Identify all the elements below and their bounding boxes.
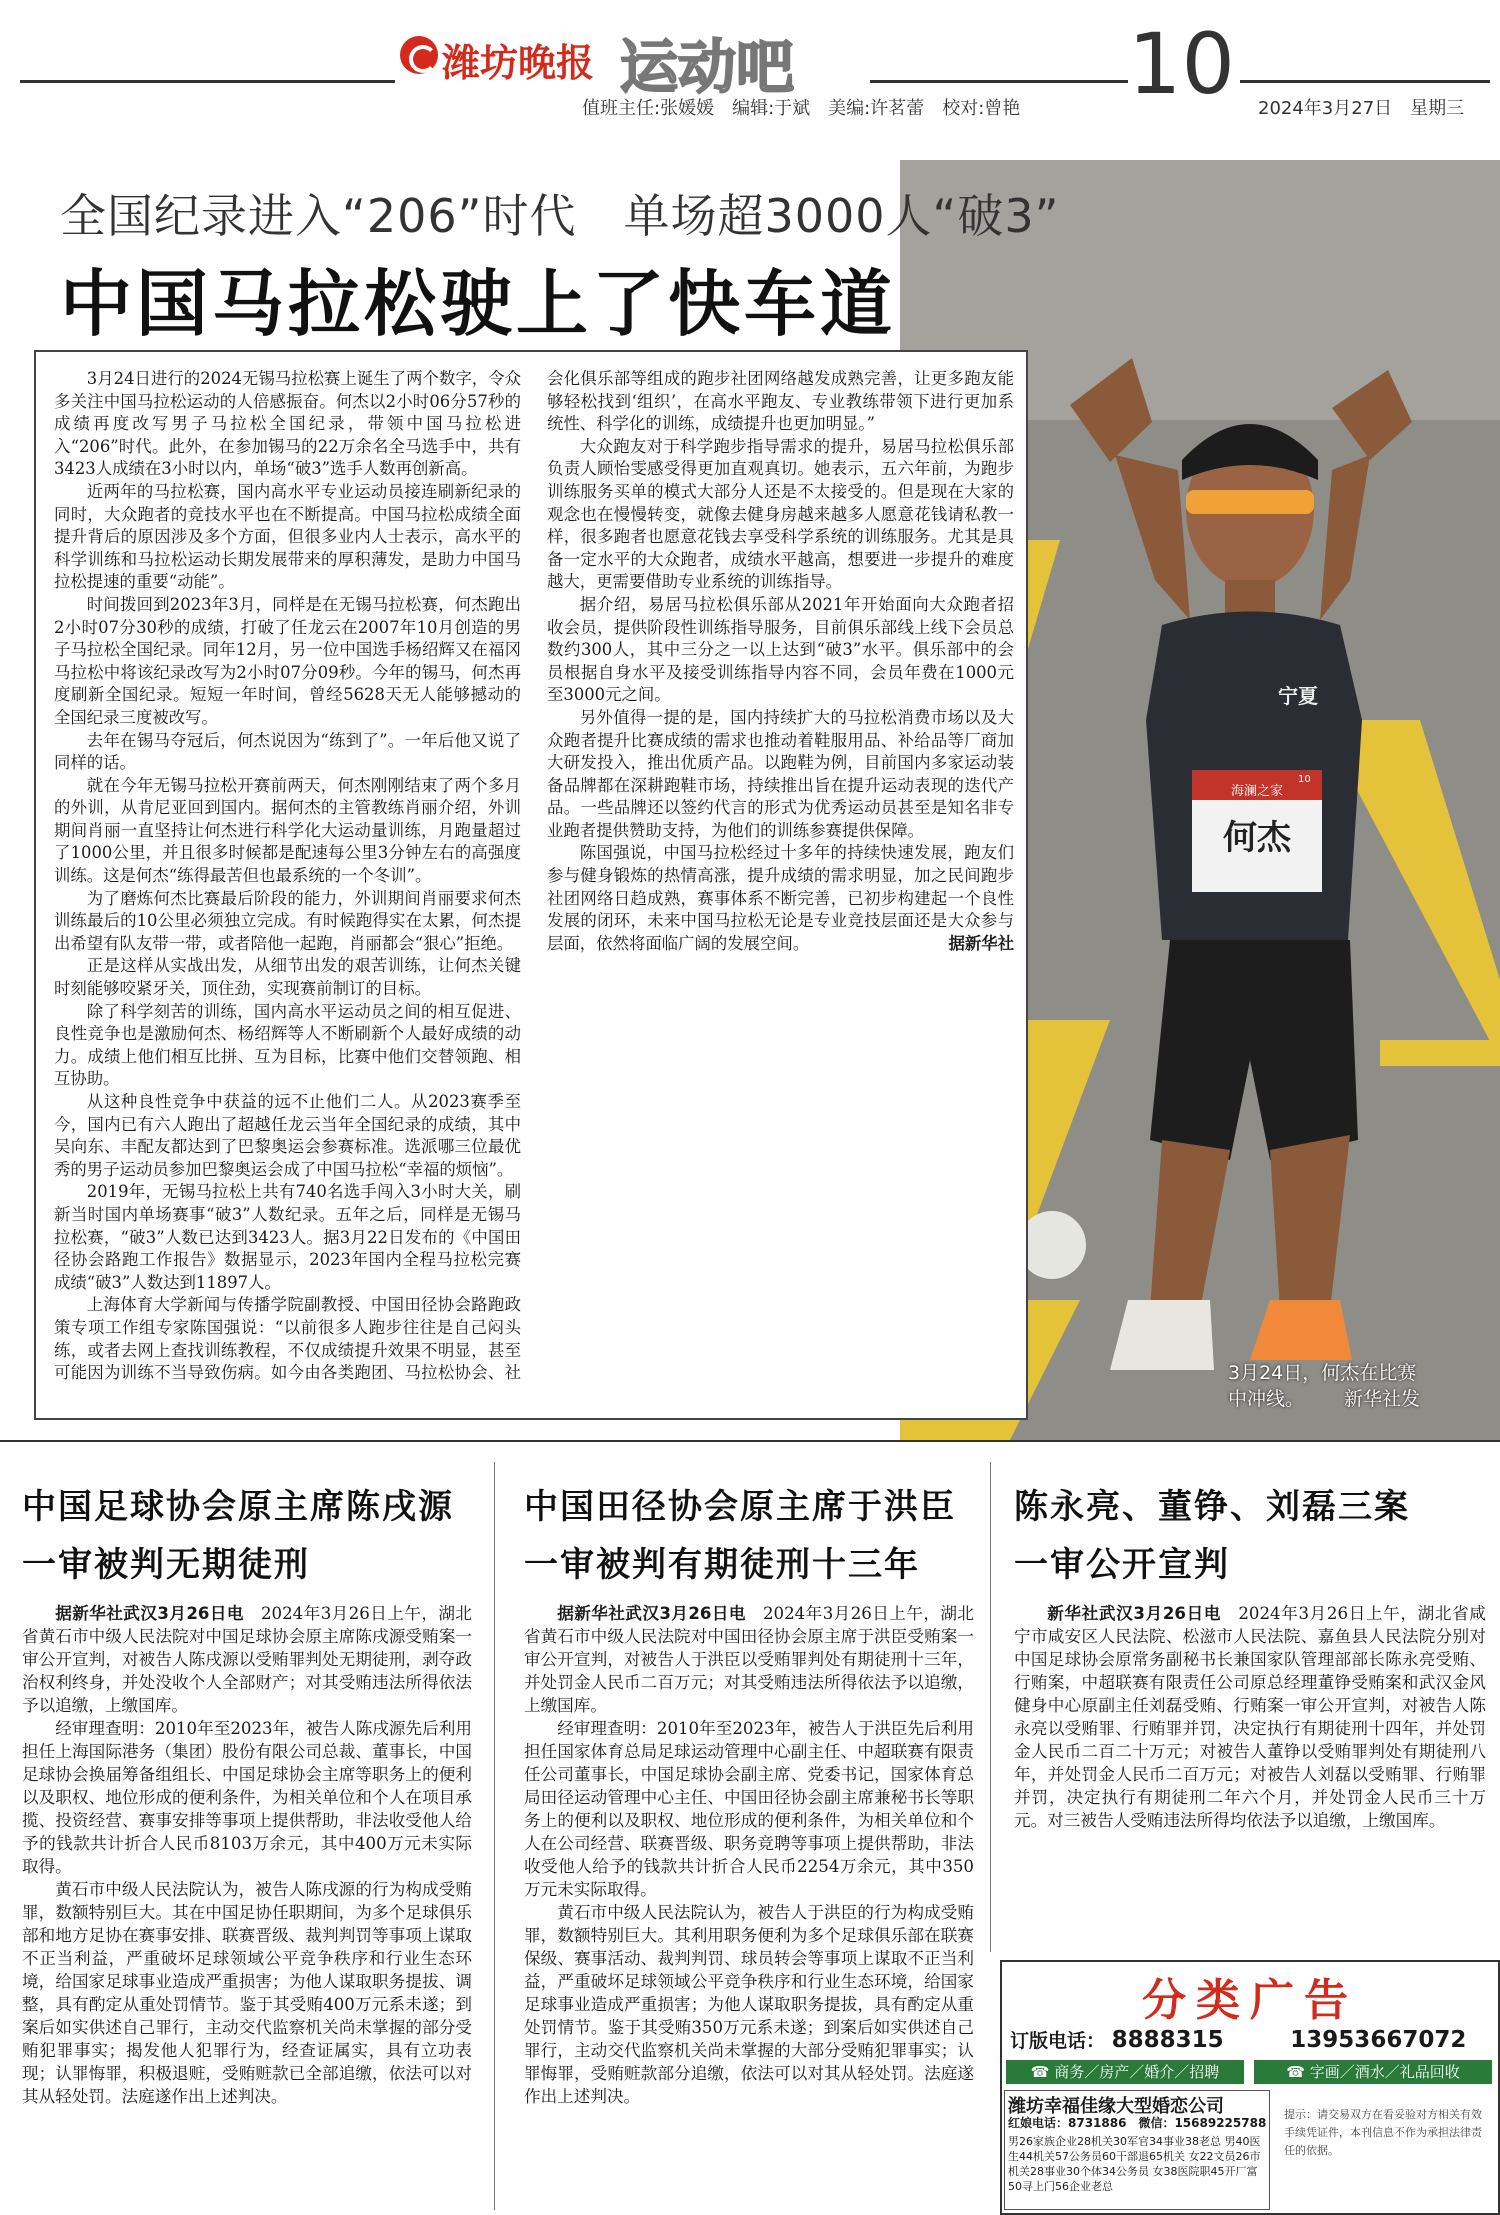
story-paragraph: 大众跑友对于科学跑步指导需求的提升，易居马拉松俱乐部负责人顾怡雯感受得更加直观真切。她表示，五六年前，为跑步训练服务买单的模式大部分人还是不太接受的。但是现在大家的观念也在慢慢转变，就像去健身房越来越多人愿意花钱请私教一样，很多跑者也愿意花钱去享受科学系统的训练服务。尤其是具备一定水平的大众跑者，成绩水平越高，想要进一步提升的难度越大，更需要借助专业系统的训练指导。: [547, 436, 1014, 592]
article-1-paragraph: 经审理查明：2010年至2023年，被告人陈戌源先后利用担任上海国际港务（集团）股份有限公司总裁、董事长，中国足球协会换届筹备组组长、中国足球协会主席等职务上的便利以及职权、地位形成的便利条件，为相关单位和个人在项目承揽、投资经营、赛事安排等事项上提供帮助，非法收受他人给予的钱款共计折合人民币8103万余元，其中400万元未实际取得。: [22, 1719, 472, 1876]
page-number: 10: [1128, 15, 1235, 113]
article-2-dateline: 据新华社武汉3月26日电: [557, 1604, 746, 1623]
masthead-rule-far-right: [1240, 80, 1490, 83]
article-1-body: [22, 1602, 472, 2212]
jersey-text: 宁夏: [1278, 684, 1318, 708]
ad-disclaimer: 提示：请交易双方在看妥验对方相关有效手续凭证件，本刊信息不作为承担法律责任的依据。: [1284, 2108, 1482, 2157]
story-paragraph: 为了磨炼何杰比赛最后阶段的能力，外训期间肖丽要求何杰训练最后的10公里必须独立完成。有时候跑得实在太累，何杰提出希望有队友带一带，或者陪他一起跑，肖丽都会“狠心”拒绝。: [54, 888, 521, 953]
story-paragraph: 3月24日进行的2024无锡马拉松赛上诞生了两个数字，令众多关注中国马拉松运动的人倍感振奋。何杰以2小时06分57秒的成绩再度改写男子马拉松全国纪录，带领中国马拉松进入“206”时代。此外，在参加锡马的22万余名全马选手中，共有3423人成绩在3小时以内，单场“破3”选手人数再创新高。: [54, 369, 521, 479]
story-paragraph: 近两年的马拉松赛，国内高水平专业运动员接连刷新纪录的同时，大众跑者的竞技水平也在不断提高。中国马拉松成绩全面提升背后的原因涉及多个方面，但很多业内人士表示，高水平的科学训练和马拉松运动长期发展带来的厚积薄发，是助力中国马拉松提速的重要“动能”。: [54, 481, 521, 592]
caption-credit: 新华社发: [1344, 1388, 1421, 1410]
story-paragraph: 去年在锡马夺冠后，何杰说因为“练到了”。一年后他又说了同样的话。: [54, 730, 521, 773]
column-divider-2: [990, 1462, 991, 1952]
story-paragraph: 另外值得一提的是，国内持续扩大的马拉松消费市场以及大众跑者提升比赛成绩的需求也推动着鞋服用品、补给品等厂商加大研发投入，推出优质产品。以跑鞋为例，目前国内多家运动装备品牌都在深耕跑鞋市场，持续推出旨在提升运动表现的迭代产品。一些品牌还以签约代言的形式为优秀运动员甚至是知名非专业跑者提供赞助支持，为他们的训练参赛提供保障。: [547, 707, 1014, 840]
story-paragraph: 时间拨回到2023年3月，同样是在无锡马拉松赛，何杰跑出2小时07分30秒的成绩，打破了任龙云在2007年10月创造的男子马拉松全国纪录。同年12月，另一位中国选手杨绍辉又在福冈马拉松中将该纪录改写为2小时07分09秒。今年的锡马，何杰再度刷新全国纪录。短短一年时间，曾经5628天无人能够撼动的全国纪录三度被改写。: [54, 594, 521, 727]
story-source: 据新华社: [948, 933, 1014, 953]
story-paragraph: 正是这样从实战出发，从细节出发的艰苦训练，让何杰关键时刻能够咬紧牙关，顶住劲，实现赛前制订的目标。: [54, 956, 521, 999]
matchmaking-listings: 男26家族企业28机关30军官34事业38老总 男40医生44机关57公务员60干部退65机关 女22文员26市机关28事业30个体34公务员 女38医院职45开厂富50寻上门56企业老总: [1008, 2135, 1261, 2193]
section-divider: [0, 1440, 1500, 1442]
article-3-paragraph-text: 2024年3月26日上午，湖北省咸宁市咸安区人民法院、松滋市人民法院、嘉鱼县人民法院分别对中国足球协会原常务副秘书长兼国家队管理部部长陈永亮受贿、行贿案，中超联赛有限责任公司原总经理董铮受贿案和武汉金风健身中心原副主任刘磊受贿、行贿案一审公开宣判，对被告人陈永亮以受贿罪、行贿罪并罚，决定执行有期徒刑十四年，并处罚金人民币二百二十万元；对被告人董铮以受贿罪判处有期徒刑八年，并处罚金人民币二百万元；对被告人刘磊以受贿罪、行贿罪并罚，决定执行有期徒刑二年六个月，并处罚金人民币三十万元。对三被告人受贿违法所得均依法予以追缴，上缴国库。: [1014, 1604, 1486, 1830]
story-paragraph: 从这种良性竞争中获益的远不止他们二人。从2023赛季至今，国内已有六人跑出了超越任龙云当年全国纪录的成绩，其中吴向东、丰配友都达到了巴黎奥运会参赛标准。选派哪三位最优秀的男子运动员参加巴黎奥运会成了中国马拉松“幸福的烦恼”。: [54, 1092, 521, 1179]
phone-label: 订版电话：: [1010, 2030, 1106, 2052]
ad-category-bar-left: ☎ 商务／房产／婚介／招聘: [1006, 2060, 1244, 2084]
caption-line-2: [1228, 1386, 1496, 1412]
bib-name: 何杰: [1223, 818, 1291, 858]
newspaper-name: 潍坊晚报: [442, 41, 595, 85]
article-1-paragraph: [22, 1602, 472, 1717]
story-paragraph: 据介绍，易居马拉松俱乐部从2021年开始面向大众跑者招收会员，提供阶段性训练指导服务，目前俱乐部线上线下会员总数约300人，其中三分之一以上达到“破3”水平。俱乐部中的会员根据自身水平及接受训练指导内容不同，会员年费在1000元至3000元之间。: [547, 594, 1014, 705]
issue-date: 2024年3月27日 星期三: [1258, 98, 1465, 119]
article-2-paragraph: 黄石市中级人民法院认为，被告人于洪臣的行为构成受贿罪，数额特别巨大。其利用职务便利为多个足球俱乐部在联赛保级、赛事活动、裁判判罚、球员转会等事项上谋取不正当利益，严重破坏足球领域公平竞争秩序和行业生态环境，给国家足球事业造成严重损害；为他人谋取职务提拔，具有酌定从重处罚情节。鉴于其受贿350万元系未遂；到案后如实供述自己罪行，主动交代监察机关尚未掌握的大部分受贿犯罪事实；认罪悔罪，受贿赃款部分追缴，依法可以对其从轻处罚。法庭遂作出上述判决。: [524, 1903, 974, 2106]
article-1-title: [22, 1478, 454, 1594]
newspaper-logo-icon: [400, 36, 438, 74]
caption-line-2-text: 中冲线。: [1228, 1388, 1305, 1410]
article-1-title-line-2: 一审被判无期徒刑: [22, 1545, 310, 1585]
caption-line-1: 3月24日，何杰在比赛: [1228, 1362, 1417, 1384]
article-3-title: [1014, 1478, 1410, 1594]
article-1-title-line-1: 中国足球协会原主席陈戌源: [22, 1487, 454, 1527]
story-paragraph: 除了科学刻苦的训练，国内高水平运动员之间的相互促进、良性竞争也是激励何杰、杨绍辉等人不断刷新个人最好成绩的动力。成绩上他们相互比拼、互为目标，比赛中他们交替领跑、相互协助。: [54, 1001, 521, 1089]
phone-number-2: 13953667072: [1290, 2027, 1467, 2053]
story-paragraph: 2019年，无锡马拉松上共有740名选手闯入3小时大关，刷新当时国内单场赛事“破3”人数纪录。五年之后，同样是无锡马拉松赛，“破3”人数已达到3423人。据3月22日发布的《中国田径协会路跑工作报告》数据显示，2023年国内全程马拉松完赛成绩“破3”人数达到11897人。: [54, 1182, 521, 1292]
article-1-dateline: 据新华社武汉3月26日电: [55, 1604, 244, 1623]
article-2-paragraph-text: 2024年3月26日上午，湖北省黄石市中级人民法院对中国田径协会原主席于洪臣受贿案一审公开宣判，对被告人于洪臣以受贿罪判处有期徒刑十三年，并处罚金人民币二百万元；对其受贿违法所得依法予以追缴，上缴国库。: [524, 1604, 974, 1715]
story-subtitle: 全国纪录进入“206”时代 单场超3000人“破3”: [60, 189, 1060, 243]
article-2-paragraph: [524, 1602, 974, 1717]
classified-ad-title: 分类广告: [1142, 1975, 1358, 2026]
article-1-paragraph: 黄石市中级人民法院认为，被告人陈戌源的行为构成受贿罪，数额特别巨大。其在中国足协任职期间，为多个足球俱乐部和地方足协在赛事安排、联赛晋级、裁判判罚等事项上谋取不正当利益，严重破坏足球领域公平竞争秩序和行业生态环境，给国家足球事业造成严重损害；为他人谋取职务提拔、调整，具有酌定从重处罚情节。鉴于其受贿400万元系未遂；到案后如实供述自己罪行，主动交代监察机关尚未掌握的部分受贿犯罪事实；揭发他人犯罪行为，经查证属实，具有立功表现；认罪悔罪，积极退赃，受贿赃款已全部追缴，依法可以对其从轻处罚。法庭遂作出上述判决。: [22, 1880, 472, 2106]
article-2-paragraph: 经审理查明：2010年至2023年，被告人于洪臣先后利用担任国家体育总局足球运动管理中心副主任、中超联赛有限责任公司董事长，中国足球协会副主席、党委书记，国家体育总局田径运动管理中心主任、中国田径协会副主席兼秘书长等职务上的便利以及职权、地位形成的便利条件，为相关单位和个人在公司经营、联赛晋级、职务竞聘等事项上提供帮助，非法收受他人给予的钱款共计折合人民币2254万余元，其中350万元未实际取得。: [524, 1719, 974, 1899]
article-2-title-line-2: 一审被判有期徒刑十三年: [524, 1545, 920, 1585]
article-2-title-line-1: 中国田径协会原主席于洪臣: [524, 1487, 956, 1527]
section-title: 运动吧: [620, 33, 795, 101]
story-paragraph-text: 陈国强说，中国马拉松经过十多年的持续快速发展，跑友们参与健身锻炼的热情高涨，提升成绩的需求明显，加之民间跑步社团网络日趋成熟，赛事体系不断完善，已初步构建起一个良性发展的闭环，未来中国马拉松无论是专业竞技层面还是大众参与层面，依然将面临广阔的发展空间。: [547, 843, 1014, 953]
story-body: [54, 368, 1014, 1398]
masthead-rule-left: [20, 80, 395, 83]
photo-caption: [1228, 1360, 1496, 1412]
article-3-paragraph: [1014, 1602, 1486, 1832]
article-1-paragraph-text: 2024年3月26日上午，湖北省黄石市中级人民法院对中国足球协会原主席陈戌源受贿案一审公开宣判，对被告人陈戌源以受贿罪判处无期徒刑，剥夺政治权利终身，并处没收个人全部财产；对其受贿违法所得依法予以追缴，上缴国库。: [22, 1604, 472, 1715]
article-3-body: [1014, 1602, 1486, 1947]
article-2-body: [524, 1602, 974, 2212]
masthead-rule-right: [870, 80, 1128, 83]
story-paragraph: [547, 842, 1014, 955]
editorial-credits: 值班主任:张媛媛 编辑:于斌 美编:许茗蕾 校对:曾艳: [582, 98, 1021, 119]
matchmaking-contact: 红娘电话：8731886 微信：15689225788: [1008, 2116, 1267, 2130]
column-divider-1: [494, 1462, 495, 2210]
ad-category-bar-right: ☎ 字画／酒水／礼品回收: [1254, 2060, 1492, 2084]
matchmaking-company: 潍坊幸福佳缘大型婚恋公司: [1008, 2096, 1224, 2117]
story-paragraph: 上海体育大学新闻与传播学院副教授、中国田径协会路跑政策专项工作组专家陈国强说：“以前很多人跑步往往是自己闷头练，或者去网上查找训练教程，不仅成绩提升效果不明显，甚至可能因为训练不当导致伤病。如今由各类跑团、马拉松协会、社会化俱乐部等组成的跑步社团网络越发成熟完善，让更多跑友能够轻松找到‘组织’，在高水平跑友、专业教练带领下进行更加系统性、科学化的训练，成绩提升也更加明显。”: [54, 369, 1014, 1383]
story-headline: 中国马拉松驶上了快车道: [60, 262, 897, 346]
bib-number: 10: [1298, 774, 1311, 785]
article-3-title-line-1: 陈永亮、董铮、刘磊三案: [1014, 1487, 1410, 1527]
phone-number-1: 8888315: [1111, 2027, 1224, 2053]
article-3-title-line-2: 一审公开宣判: [1014, 1545, 1230, 1585]
story-paragraph: 就在今年无锡马拉松开赛前两天，何杰刚刚结束了两个多月的外训，从肯尼亚回到国内。据何杰的主管教练肖丽介绍，外训期间肖丽一直坚持让何杰进行科学化大运动量训练，月跑量超过了1000公里，并且很多时候都是配速每公里3分钟左右的高强度训练。这是何杰“练得最苦但也最系统的一个冬训”。: [54, 775, 521, 886]
article-2-title: [524, 1478, 956, 1594]
bib-sponsor: 海澜之家: [1230, 784, 1283, 799]
article-3-dateline: 新华社武汉3月26日电: [1047, 1604, 1222, 1623]
classified-ad-phones: [1010, 2026, 1490, 2053]
